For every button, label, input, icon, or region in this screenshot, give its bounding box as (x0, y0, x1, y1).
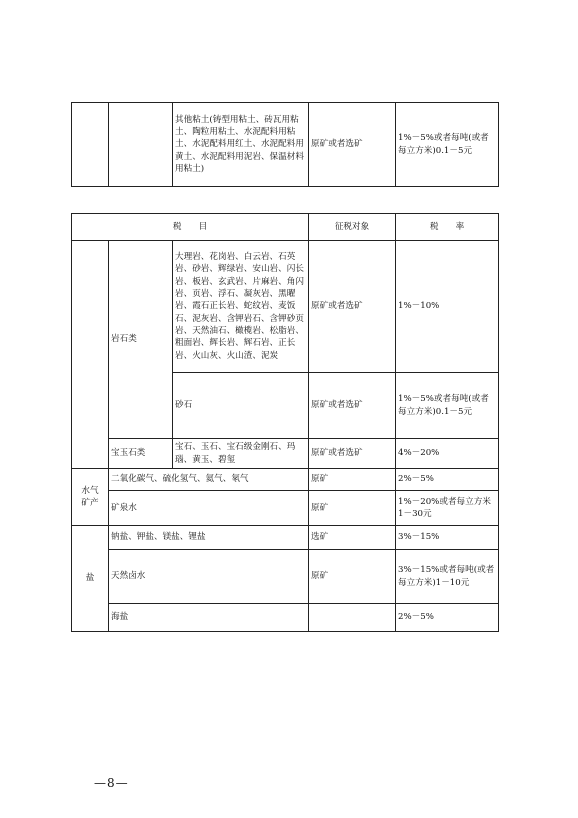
tax-rate: 1%－5%或者每吨(或者每立方米)0.1－5元 (396, 373, 499, 439)
header-rate: 税 率 (396, 214, 499, 241)
category-cell: 岩石类 (109, 241, 173, 439)
table-row (72, 439, 499, 469)
table-row (72, 103, 499, 187)
tax-object: 原矿或者选矿 (309, 439, 396, 469)
top-table (71, 102, 499, 187)
tax-item-name: 钠盐、钾盐、镁盐、锂盐 (109, 526, 309, 550)
main-table (71, 213, 499, 632)
tax-object: 原矿或者选矿 (309, 241, 396, 373)
group-label: 水气矿产 (81, 485, 99, 508)
tax-rate: 1%－20%或者每立方米1－30元 (396, 491, 499, 526)
tax-item-name: 宝石、玉石、宝石级金刚石、玛瑙、黄玉、碧玺 (173, 439, 309, 469)
tax-object: 原矿 (309, 550, 396, 604)
empty-cell (72, 241, 109, 469)
tax-rate: 1%－10% (396, 241, 499, 373)
page-number: —8— (94, 776, 129, 790)
tax-item-name: 大理岩、花岗岩、白云岩、石英岩、砂岩、辉绿岩、安山岩、闪长岩、板岩、玄武岩、片麻岩、角闪岩、页岩、浮石、凝灰岩、黑曜岩、霞石正长岩、蛇纹岩、麦饭石、泥灰岩、含钾岩石、含钾砂页岩、天然油石、橄榄岩、松脂岩、粗面岩、辉长岩、辉石岩、正长岩、火山灰、火山渣、泥炭 (173, 241, 309, 373)
table-row (72, 526, 499, 550)
table-row (72, 491, 499, 526)
empty-cell (72, 103, 109, 187)
group-cell (72, 469, 109, 526)
category-cell: 宝玉石类 (109, 439, 173, 469)
tax-item-name: 天然卤水 (109, 550, 309, 604)
tax-rate: 3%－15% (396, 526, 499, 550)
empty-cell (109, 103, 173, 187)
tax-object (309, 604, 396, 632)
tax-item-name: 砂石 (173, 373, 309, 439)
tax-item-name: 其他粘土(铸型用粘土、砖瓦用粘土、陶粒用粘土、水泥配料用粘土、水泥配料用红土、水泥配料用黄土、水泥配料用泥岩、保温材料用粘土) (173, 103, 309, 187)
table-header-row (72, 214, 499, 241)
tax-rate: 2%－5% (396, 469, 499, 491)
tax-rate: 2%－5% (396, 604, 499, 632)
tax-item-name: 矿泉水 (109, 491, 309, 526)
tax-item-name: 二氧化碳气、硫化氢气、氦气、氡气 (109, 469, 309, 491)
tax-object: 原矿 (309, 469, 396, 491)
header-object: 征税对象 (309, 214, 396, 241)
tax-rate: 1%－5%或者每吨(或者每立方米)0.1－5元 (396, 103, 499, 187)
tax-item-name: 海盐 (109, 604, 309, 632)
tax-rate: 4%－20% (396, 439, 499, 469)
table-row (72, 241, 499, 373)
tax-object: 原矿或者选矿 (309, 103, 396, 187)
tax-object: 原矿或者选矿 (309, 373, 396, 439)
table-row (72, 604, 499, 632)
tax-rate: 3%－15%或者每吨(或者每立方米)1－10元 (396, 550, 499, 604)
table-row (72, 550, 499, 604)
table-row (72, 469, 499, 491)
group-cell: 盐 (72, 526, 109, 632)
header-item: 税 目 (72, 214, 309, 241)
tax-object: 选矿 (309, 526, 396, 550)
tax-object: 原矿 (309, 491, 396, 526)
